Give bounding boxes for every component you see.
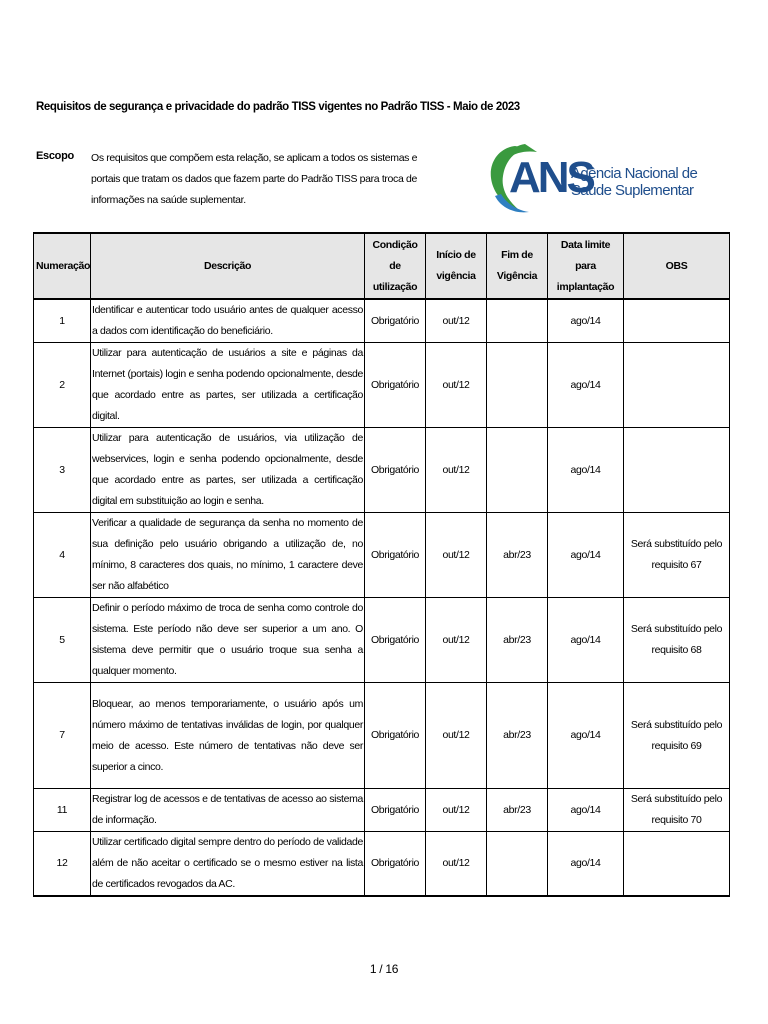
cell-num: 11: [34, 789, 91, 832]
cell-obs: Será substituído pelo requisito 69: [624, 683, 730, 789]
cell-fim: [487, 343, 548, 428]
cell-limite: ago/14: [548, 299, 624, 343]
cell-cond: Obrigatório: [365, 832, 426, 897]
cell-limite: ago/14: [548, 343, 624, 428]
cell-inicio: out/12: [426, 299, 487, 343]
cell-obs: Será substituído pelo requisito 70: [624, 789, 730, 832]
cell-cond: Obrigatório: [365, 343, 426, 428]
header-fim: Fim de Vigência: [487, 233, 548, 299]
table-row: [34, 513, 730, 598]
cell-desc: Utilizar para autenticação de usuários a site e páginas da Internet (portais) login e senha podendo opcionalmente, desde que acordado entre as partes, ser utilizada a certificação digital.: [91, 343, 365, 428]
header-numeracao: Numeração: [34, 233, 91, 299]
cell-limite: ago/14: [548, 428, 624, 513]
cell-desc: Bloquear, ao menos temporariamente, o usuário após um número máximo de tentativas inválidas de login, por qualquer meio de acesso. Este número de tentativas não deve ser superior a cinco.: [91, 683, 365, 789]
cell-obs: [624, 343, 730, 428]
scope-text: Os requisitos que compõem esta relação, se aplicam a todos os sistemas e portais que tratam os dados que fazem parte do Padrão TISS para troca de informações na saúde suplementar.: [91, 152, 418, 206]
cell-desc: Definir o período máximo de troca de senha como controle do sistema. Este período não deve ser superior a um ano. O sistema deve permitir que o usuário troque sua senha a qualquer momento.: [91, 598, 365, 683]
table-header-row: [34, 233, 730, 299]
cell-desc: Registrar log de acessos e de tentativas de acesso ao sistema de informação.: [91, 789, 365, 832]
cell-num: 1: [34, 299, 91, 343]
table-row: [34, 598, 730, 683]
cell-obs: Será substituído pelo requisito 68: [624, 598, 730, 683]
cell-cond: Obrigatório: [365, 598, 426, 683]
cell-fim: [487, 428, 548, 513]
logo-name: [571, 165, 697, 199]
cell-cond: Obrigatório: [365, 789, 426, 832]
scope-label: Escopo: [36, 150, 74, 162]
cell-cond: Obrigatório: [365, 428, 426, 513]
header-descricao: Descrição: [91, 233, 365, 299]
cell-obs: [624, 299, 730, 343]
header-data-limite: Data limite para implantação: [548, 233, 624, 299]
cell-fim: abr/23: [487, 789, 548, 832]
table-row: [34, 299, 730, 343]
cell-cond: Obrigatório: [365, 683, 426, 789]
cell-inicio: out/12: [426, 598, 487, 683]
page-number: 1 / 16: [369, 962, 399, 976]
logo-name-line2: Saúde Suplementar: [571, 182, 694, 199]
cell-num: 12: [34, 832, 91, 897]
logo-acronym: ANS: [509, 153, 593, 202]
cell-inicio: out/12: [426, 513, 487, 598]
cell-num: 3: [34, 428, 91, 513]
header-inicio: Início de vigência: [426, 233, 487, 299]
cell-num: 4: [34, 513, 91, 598]
table-row: [34, 789, 730, 832]
cell-desc: Utilizar certificado digital sempre dentro do período de validade além de não aceitar o certificado se o mesmo estiver na lista de certificados revogados da AC.: [91, 832, 365, 897]
cell-desc: Verificar a qualidade de segurança da senha no momento de sua definição pelo usuário obrigando a utilização de, no mínimo, 8 caracteres dos quais, no mínimo, 1 caractere deve ser não alfabético: [91, 513, 365, 598]
cell-fim: abr/23: [487, 513, 548, 598]
cell-fim: [487, 832, 548, 897]
cell-num: 7: [34, 683, 91, 789]
header-obs: OBS: [624, 233, 730, 299]
cell-obs: [624, 832, 730, 897]
cell-limite: ago/14: [548, 832, 624, 897]
table-row: [34, 683, 730, 789]
cell-obs: [624, 428, 730, 513]
cell-limite: ago/14: [548, 598, 624, 683]
cell-cond: Obrigatório: [365, 299, 426, 343]
cell-desc: Utilizar para autenticação de usuários, via utilização de webservices, login e senha podendo opcionalmente, desde que acordado entre as partes, ser utilizada a certificação digital em substituição ao login e senha.: [91, 428, 365, 513]
table-row: [34, 343, 730, 428]
requirements-table: [33, 232, 730, 897]
table-row: [34, 832, 730, 897]
cell-limite: ago/14: [548, 789, 624, 832]
header-condicao: Condição de utilização: [365, 233, 426, 299]
cell-limite: ago/14: [548, 513, 624, 598]
logo-name-line1: Agência Nacional de: [571, 165, 698, 182]
cell-fim: abr/23: [487, 598, 548, 683]
cell-limite: ago/14: [548, 683, 624, 789]
cell-fim: abr/23: [487, 683, 548, 789]
cell-num: 5: [34, 598, 91, 683]
cell-inicio: out/12: [426, 683, 487, 789]
cell-cond: Obrigatório: [365, 513, 426, 598]
cell-inicio: out/12: [426, 832, 487, 897]
ans-logo: [485, 140, 698, 218]
cell-inicio: out/12: [426, 428, 487, 513]
cell-num: 2: [34, 343, 91, 428]
document-title: Requisitos de segurança e privacidade do padrão TISS vigentes no Padrão TISS - Maio de 2023: [36, 101, 520, 113]
cell-inicio: out/12: [426, 789, 487, 832]
cell-fim: [487, 299, 548, 343]
cell-obs: Será substituído pelo requisito 67: [624, 513, 730, 598]
table-row: [34, 428, 730, 513]
cell-inicio: out/12: [426, 343, 487, 428]
cell-desc: Identificar e autenticar todo usuário antes de qualquer acesso a dados com identificação do beneficiário.: [91, 299, 365, 343]
